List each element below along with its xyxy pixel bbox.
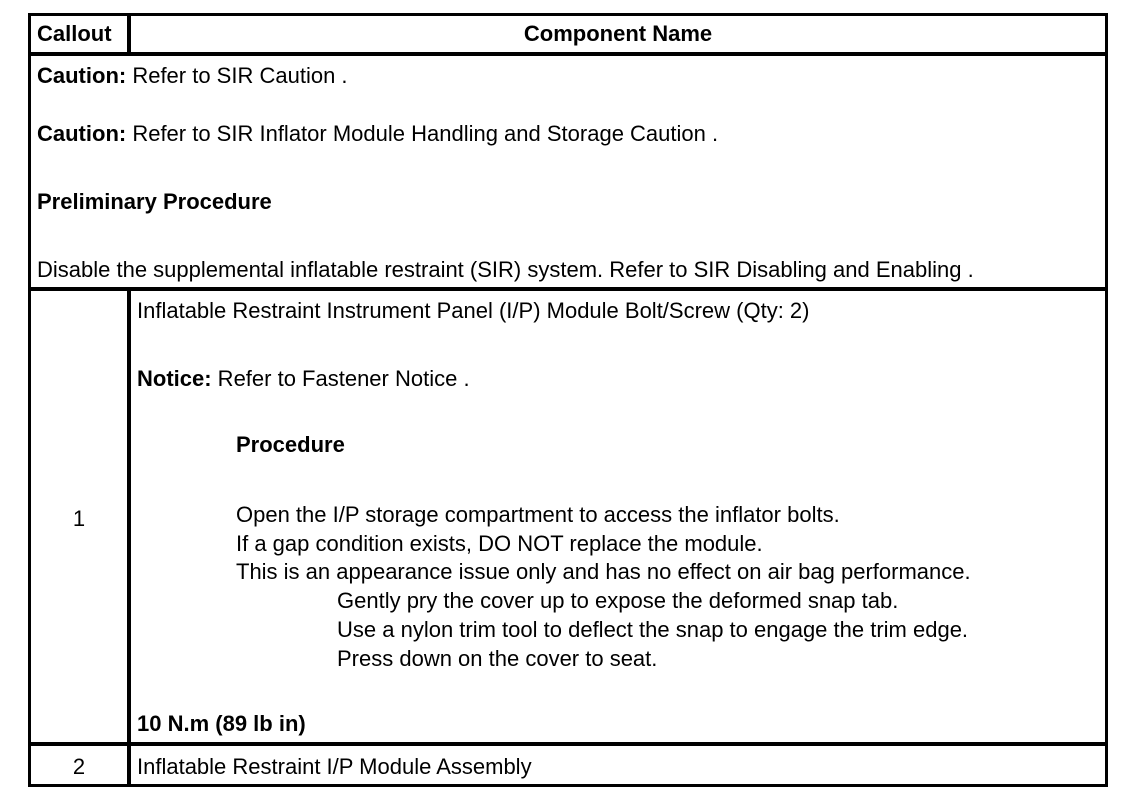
rows-column-divider: [127, 289, 131, 785]
row1-torque-spec: 10 N.m (89 lb in): [137, 711, 306, 736]
row1-step: This is an appearance issue only and has no effect on air bag performance.: [236, 559, 971, 584]
row1-step: If a gap condition exists, DO NOT replace the module.: [236, 531, 763, 556]
row1-step: Open the I/P storage compartment to access the inflator bolts.: [236, 502, 840, 527]
disable-sir-instruction: Disable the supplemental inflatable restraint (SIR) system. Refer to SIR Disabling and Enabling .: [37, 257, 974, 282]
caution-inflator-handling: Caution: Refer to SIR Inflator Module Handling and Storage Caution .: [37, 121, 719, 146]
preliminary-procedure-heading: Preliminary Procedure: [37, 189, 272, 214]
row1-component-name: Inflatable Restraint Instrument Panel (I/P) Module Bolt/Screw (Qty: 2): [137, 298, 810, 323]
row2-callout: 2: [72, 754, 86, 779]
row2-component-name: Inflatable Restraint I/P Module Assembly: [137, 754, 532, 779]
row1-procedure-heading: Procedure: [236, 432, 345, 457]
caution-sir: Caution: Refer to SIR Caution .: [37, 63, 348, 88]
header-callout: Callout: [37, 21, 112, 46]
intro-bottom-rule: [28, 287, 1108, 291]
row1-notice: Notice: Refer to Fastener Notice .: [137, 366, 470, 391]
row1-substep: Press down on the cover to seat.: [337, 646, 658, 671]
header-bottom-rule: [28, 52, 1108, 56]
header-component-name: Component Name: [523, 21, 713, 46]
row1-callout: 1: [72, 506, 86, 531]
row1-substep: Gently pry the cover up to expose the deformed snap tab.: [337, 588, 899, 613]
row1-bottom-rule: [28, 742, 1108, 746]
row1-substep: Use a nylon trim tool to deflect the snap to engage the trim edge.: [337, 617, 969, 642]
